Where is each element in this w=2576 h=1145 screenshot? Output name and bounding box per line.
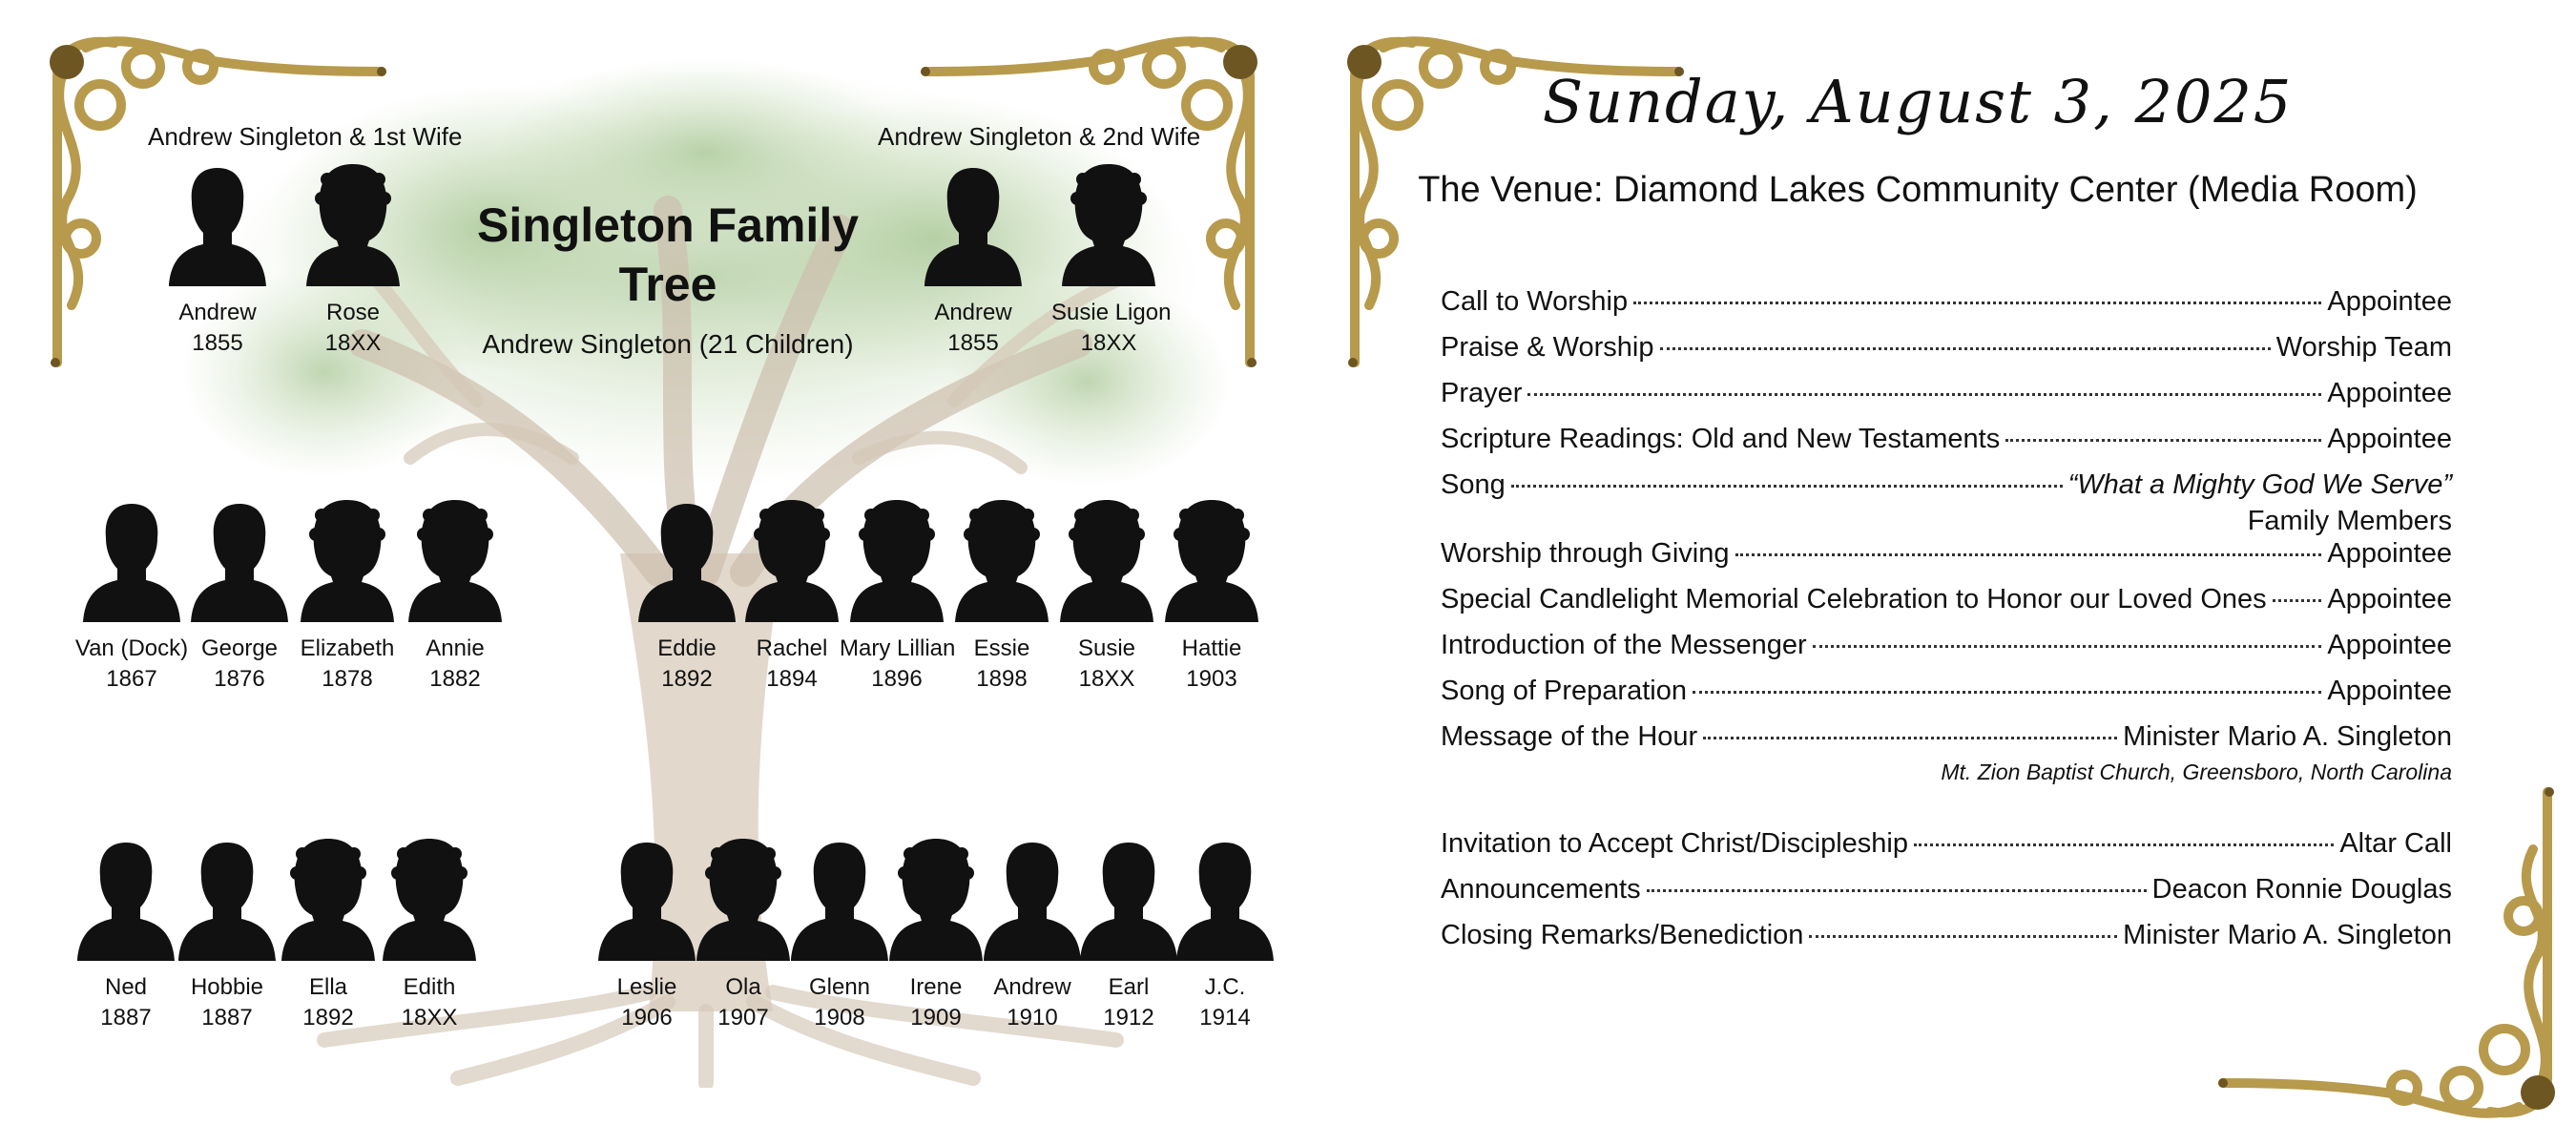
dot-leader <box>1527 393 2321 396</box>
member-name: George <box>200 635 279 661</box>
female-silhouette-icon <box>290 496 405 630</box>
female-silhouette-icon <box>945 496 1059 630</box>
member-birth-year: 1903 <box>1186 666 1237 692</box>
member-birth-year: 1855 <box>947 330 999 356</box>
family-member <box>840 496 954 695</box>
member-birth-year: 1896 <box>871 666 923 692</box>
order-of-service-part1 <box>1441 286 2452 798</box>
couple-heading-second: Andrew Singleton & 2nd Wife <box>878 122 1201 151</box>
member-birth-year: 1898 <box>976 666 1028 692</box>
program-row <box>1441 424 2452 469</box>
family-member <box>1154 496 1269 695</box>
member-birth-year: 1894 <box>766 666 818 692</box>
member-name: Irene <box>909 974 963 1000</box>
member-name: Rose <box>325 300 381 325</box>
service-date: Sunday, August 3, 2025 <box>1542 67 2294 136</box>
program-participant: Minister Mario A. Singleton <box>2123 721 2452 752</box>
member-name: Andrew <box>993 974 1071 1000</box>
male-silhouette-icon <box>916 160 1030 294</box>
program-participant: Appointee <box>2327 538 2452 569</box>
program-item: Introduction of the Messenger <box>1441 630 1807 660</box>
dot-leader <box>2005 439 2321 442</box>
member-birth-year: 1908 <box>814 1005 865 1030</box>
member-birth-year: 1876 <box>214 666 265 692</box>
program-item: Worship through Giving <box>1441 538 1730 569</box>
member-name: Rachel <box>756 635 828 661</box>
member-name: Andrew <box>178 300 257 325</box>
program-participant: “What a Mighty God We Serve” <box>2067 469 2452 500</box>
program-panel <box>1298 0 2576 1145</box>
member-name: Leslie <box>616 974 677 1000</box>
female-silhouette-icon <box>398 496 512 630</box>
family-member <box>1049 496 1164 695</box>
male-silhouette-icon <box>69 835 183 968</box>
program-item: Praise & Worship <box>1441 332 1654 363</box>
female-silhouette-icon <box>296 160 410 294</box>
program-participant: Deacon Ronnie Douglas <box>2151 874 2452 905</box>
program-item: Call to Worship <box>1441 286 1629 317</box>
dot-leader <box>1735 553 2322 556</box>
member-birth-year: 18XX <box>1078 666 1135 692</box>
program-participant: Appointee <box>2327 584 2452 614</box>
family-member <box>735 496 849 695</box>
member-name: J.C. <box>1204 974 1246 1000</box>
program-row <box>1441 920 2452 966</box>
member-birth-year: 1855 <box>192 330 243 356</box>
member-name: Ella <box>308 974 348 1000</box>
family-member <box>630 496 744 695</box>
member-name: Earl <box>1108 974 1150 1000</box>
family-member <box>182 496 297 695</box>
male-silhouette-icon <box>170 835 284 968</box>
family-tree-title: Singleton Family Tree <box>476 198 860 311</box>
program-subline-small: Mt. Zion Baptist Church, Greensboro, North Carolina <box>1941 760 2452 784</box>
dot-leader <box>1809 935 2117 938</box>
female-silhouette-icon <box>840 496 954 630</box>
family-member <box>74 496 189 695</box>
dot-leader <box>1813 645 2322 648</box>
dot-leader <box>1660 347 2271 350</box>
program-participant: Appointee <box>2327 676 2452 706</box>
member-name: Susie Ligon <box>1051 300 1172 325</box>
member-name: Glenn <box>808 974 871 1000</box>
male-silhouette-icon <box>160 160 275 294</box>
male-silhouette-icon <box>74 496 189 630</box>
family-member <box>271 835 385 1033</box>
program-item: Prayer <box>1441 378 1523 408</box>
dot-leader <box>1703 737 2117 739</box>
program-item: Song of Preparation <box>1441 676 1687 706</box>
dot-leader <box>1511 485 2063 488</box>
program-row <box>1441 676 2452 721</box>
member-birth-year: 18XX <box>1080 330 1137 356</box>
couple-heading-first: Andrew Singleton & 1st Wife <box>148 122 463 151</box>
member-birth-year: 1907 <box>717 1005 769 1030</box>
program-participant: Appointee <box>2327 286 2452 317</box>
service-venue: The Venue: Diamond Lakes Community Center (Media Room) <box>1418 170 2418 210</box>
member-birth-year: 1910 <box>1007 1005 1058 1030</box>
member-birth-year: 1909 <box>910 1005 962 1030</box>
member-birth-year: 1887 <box>100 1005 152 1030</box>
dot-leader <box>1633 302 2321 304</box>
program-participant: Appointee <box>2327 378 2452 408</box>
family-member <box>945 496 1059 695</box>
program-item: Special Candlelight Memorial Celebration to Honor our Loved Ones <box>1441 584 2267 614</box>
dot-leader <box>1693 691 2321 694</box>
female-silhouette-icon <box>271 835 385 968</box>
member-name: Edith <box>403 974 456 1000</box>
order-of-service-part2 <box>1441 828 2452 966</box>
family-member <box>916 160 1030 359</box>
program-row <box>1441 286 2452 332</box>
program-row <box>1441 630 2452 676</box>
program-row <box>1441 332 2452 378</box>
member-birth-year: 1882 <box>429 666 481 692</box>
family-member <box>1051 160 1172 359</box>
dot-leader <box>1914 843 2334 846</box>
program-subline: Family Members <box>2247 506 2452 536</box>
member-name: Mary Lillian <box>840 635 956 661</box>
member-birth-year: 18XX <box>324 330 382 356</box>
program-participant: Appointee <box>2327 630 2452 660</box>
female-silhouette-icon <box>1154 496 1269 630</box>
female-silhouette-icon <box>735 496 849 630</box>
member-name: Essie <box>973 635 1030 661</box>
program-item: Scripture Readings: Old and New Testaments <box>1441 424 2001 454</box>
female-silhouette-icon <box>1051 160 1166 294</box>
program-item: Closing Remarks/Benediction <box>1441 920 1804 950</box>
male-silhouette-icon <box>1168 835 1282 968</box>
program-item: Announcements <box>1441 874 1641 905</box>
program-row <box>1441 874 2452 920</box>
program-row <box>1441 538 2452 584</box>
family-member <box>290 496 405 695</box>
male-silhouette-icon <box>630 496 744 630</box>
program-item: Message of the Hour <box>1441 721 1698 752</box>
member-name: Andrew <box>934 300 1012 325</box>
member-birth-year: 1892 <box>661 666 713 692</box>
program-item: Invitation to Accept Christ/Discipleship <box>1441 828 1908 859</box>
member-name: Van (Dock) <box>74 635 189 661</box>
member-name: Ned <box>104 974 148 1000</box>
family-member <box>69 835 183 1033</box>
dot-leader <box>1647 889 2147 892</box>
family-member <box>398 496 512 695</box>
member-name: Annie <box>426 635 485 661</box>
member-birth-year: 1912 <box>1103 1005 1154 1030</box>
program-row <box>1441 378 2452 424</box>
member-name: Hattie <box>1181 635 1242 661</box>
family-member <box>296 160 410 359</box>
member-name: Hobbie <box>190 974 264 1000</box>
member-name: Susie <box>1077 635 1136 661</box>
program-participant: Minister Mario A. Singleton <box>2123 920 2452 950</box>
female-silhouette-icon <box>1049 496 1164 630</box>
member-birth-year: 1867 <box>106 666 157 692</box>
member-birth-year: 1914 <box>1199 1005 1251 1030</box>
male-silhouette-icon <box>182 496 297 630</box>
program-row <box>1441 584 2452 630</box>
program-participant: Worship Team <box>2275 332 2452 363</box>
member-birth-year: 1887 <box>201 1005 253 1030</box>
program-participant: Altar Call <box>2339 828 2452 859</box>
female-silhouette-icon <box>372 835 487 968</box>
program-item: Song <box>1441 469 1506 500</box>
family-member <box>372 835 487 1033</box>
dot-leader <box>2273 599 2322 602</box>
member-birth-year: 1878 <box>322 666 373 692</box>
program-participant: Appointee <box>2327 424 2452 454</box>
member-name: Eddie <box>657 635 717 661</box>
family-tree-subtitle: Andrew Singleton (21 Children) <box>482 329 854 359</box>
member-name: Elizabeth <box>300 635 395 661</box>
family-member <box>170 835 284 1033</box>
family-member <box>1168 835 1282 1033</box>
member-birth-year: 1906 <box>621 1005 673 1030</box>
family-member <box>160 160 275 359</box>
member-birth-year: 1892 <box>302 1005 354 1030</box>
program-row <box>1441 828 2452 874</box>
member-name: Ola <box>725 974 761 1000</box>
member-birth-year: 18XX <box>401 1005 458 1030</box>
